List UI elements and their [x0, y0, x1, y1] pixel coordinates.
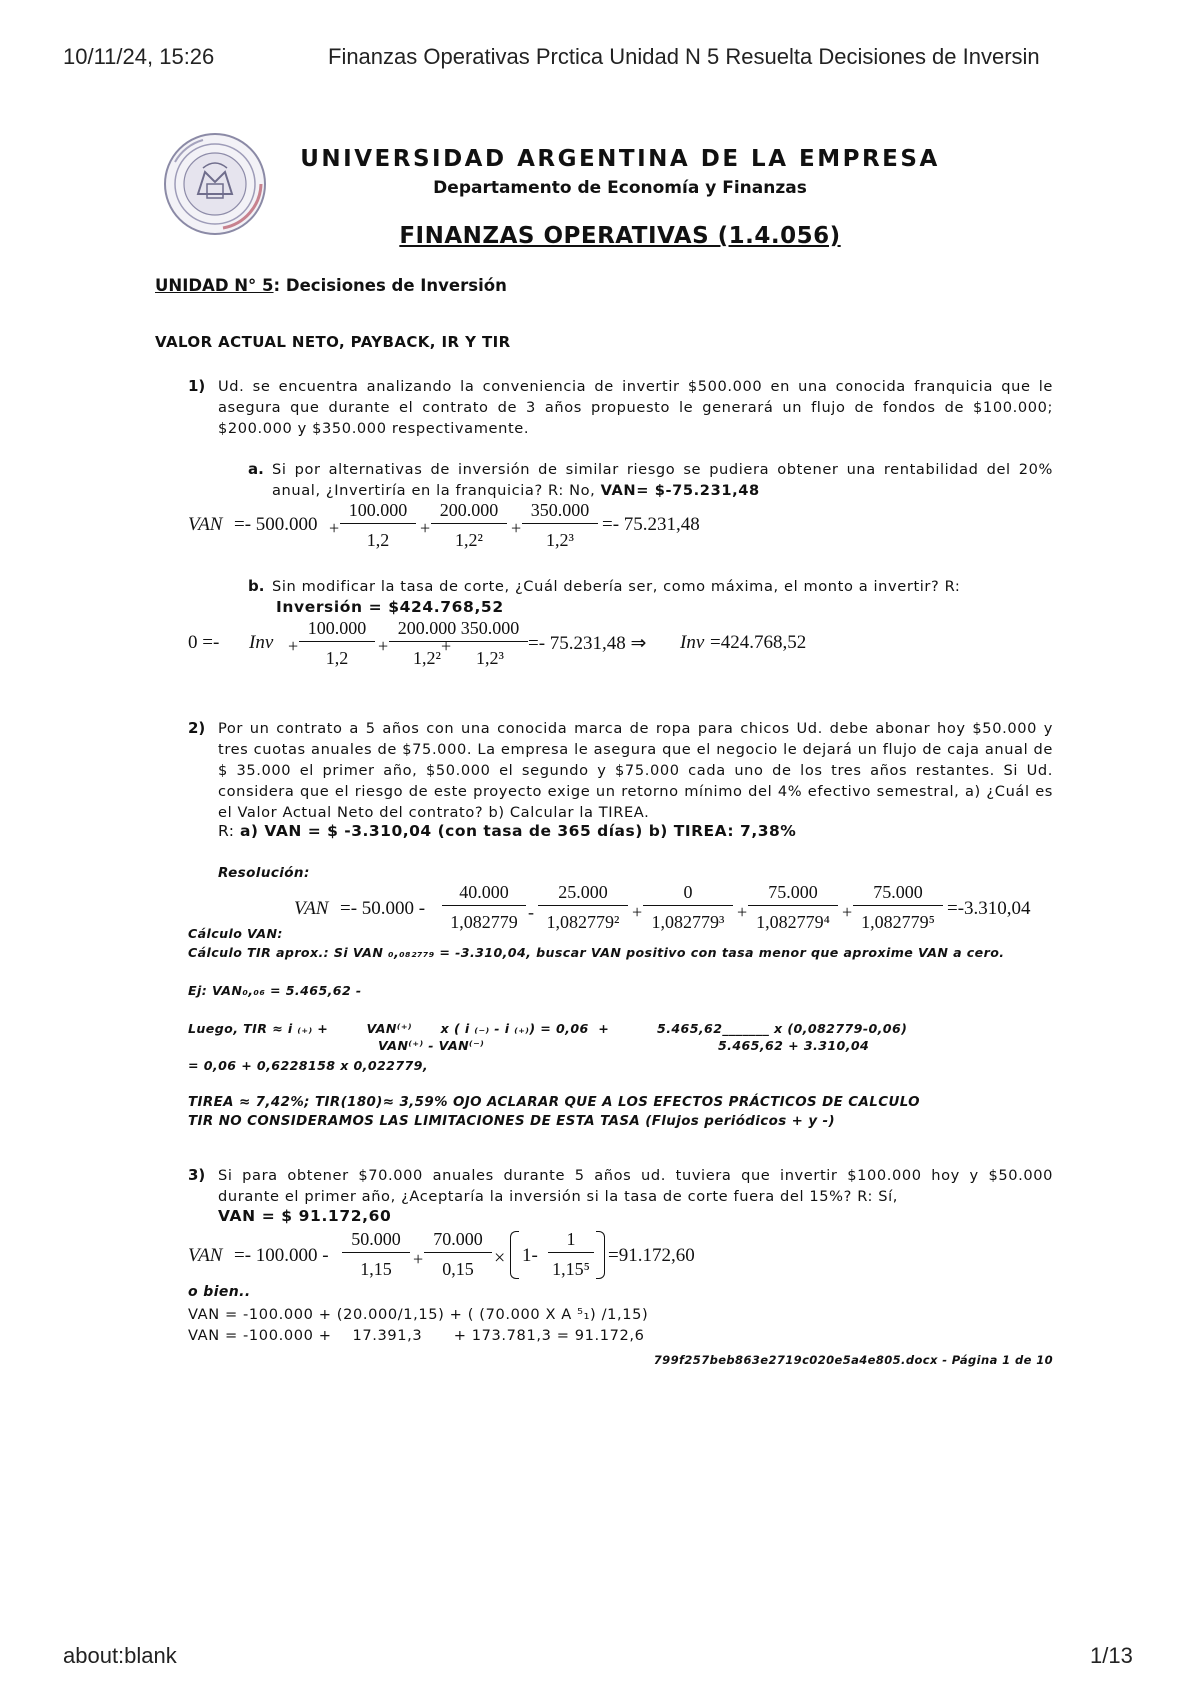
problem-1-number: 1): [188, 377, 206, 395]
document-footer-note: 799f257beb863e2719c020e5a4e805.docx - Página 1 de 10: [653, 1353, 1053, 1367]
eq3-start: =- 50.000 -: [340, 898, 426, 919]
problem-2-number: 2): [188, 719, 206, 737]
eq3-op1: -: [528, 902, 534, 922]
problem-1a-question: Si por alternativas de inversión de similar riesgo se pudiera obtener una rentabilidad del 20% anual, ¿Invertiría en la franquicia? R: No,: [272, 461, 1053, 499]
problem-3-answer: VAN = $ 91.172,60: [218, 1207, 392, 1225]
eq4-times: ×: [494, 1247, 506, 1269]
eq1-start: =- 500.000: [234, 514, 318, 535]
print-url: about:blank: [63, 1643, 177, 1668]
eq3-f5-num: 75.000: [853, 882, 943, 906]
unit-heading: [155, 276, 507, 295]
eq3-f2-num: 25.000: [538, 882, 628, 906]
eq3-f1-den: 1,082779: [450, 912, 518, 932]
eq4-fraction-3: [548, 1229, 594, 1280]
eq1-f1-den: 1,2: [366, 530, 390, 550]
eq3-fraction-1: [442, 882, 526, 933]
eq4-f1-num: 50.000: [342, 1229, 410, 1253]
section-title: VALOR ACTUAL NETO, PAYBACK, IR Y TIR: [155, 333, 511, 351]
eq3-op2: +: [632, 902, 643, 922]
eq1-lhs: VAN: [188, 514, 223, 535]
eq1-f3-den: 1,2³: [546, 530, 574, 550]
tir-interpolation-denominator-2: 5.465,62 + 3.310,04: [718, 1038, 870, 1053]
eq1-result: =- 75.231,48: [602, 514, 700, 535]
eq4-result: =91.172,60: [608, 1245, 695, 1266]
problem-2-answer-prefix: R:: [218, 822, 240, 840]
eq4-left-paren: [510, 1231, 519, 1279]
tir-interpolation-line: Luego, TIR ≈ i ₍₊₎ + VAN⁽⁺⁾ x ( i ₍₋₎ - i ₍₊₎) = 0,06 + 5.465,62_______ x (0,082779-0,06): [188, 1021, 908, 1036]
eq3-f4-den: 1,082779⁴: [756, 912, 830, 932]
eq1-fraction-3: [522, 500, 598, 551]
eq1-plus1: +: [329, 518, 340, 538]
calc-example: Ej: VAN₀,₀₆ = 5.465,62 -: [188, 983, 362, 998]
eq2-f3-num: 350.000: [452, 618, 528, 642]
eq1-fraction-1: [340, 500, 416, 551]
eq3-op3: +: [737, 902, 748, 922]
eq3-fraction-5: [853, 882, 943, 933]
eq2-plus2: +: [378, 636, 389, 656]
eq3-fraction-3: [643, 882, 733, 933]
eq3-fraction-2: [538, 882, 628, 933]
eq3-fraction-4: [748, 882, 838, 933]
problem-1a-label: a.: [248, 460, 264, 478]
eq2-f1-num: 100.000: [299, 618, 375, 642]
eq3-f3-den: 1,082779³: [651, 912, 725, 932]
calc-van-label: Cálculo VAN:: [188, 926, 283, 941]
eq4-fraction-1: [342, 1229, 410, 1280]
unit-label: UNIDAD N° 5: [155, 276, 274, 295]
eq2-plus3: +: [441, 636, 452, 656]
eq2-f2-num: 200.000: [389, 618, 465, 642]
eq2-f3-den: 1,2³: [476, 648, 504, 668]
problem-2-answer: a) VAN = $ -3.310,04 (con tasa de 365 días) b) TIREA: 7,38%: [239, 822, 797, 840]
eq2-result: =424.768,52: [710, 632, 807, 653]
eq1-f3-num: 350.000: [522, 500, 598, 524]
eq3-result: =-3.310,04: [947, 898, 1031, 919]
tirea-note-line-2: TIR NO CONSIDERAMOS LAS LIMITACIONES DE ESTA TASA (Flujos periódicos + y -): [188, 1114, 835, 1129]
tirea-note-line-1: TIREA ≈ 7,42%; TIR(180)≈ 3,59% OJO ACLARAR QUE A LOS EFECTOS PRÁCTICOS DE CALCULO: [188, 1095, 920, 1110]
tir-interpolation-denominator: VAN⁽⁺⁾ - VAN⁽⁻⁾: [378, 1038, 485, 1053]
eq2-mid: =- 75.231,48 ⇒: [528, 633, 647, 654]
eq1-f2-num: 200.000: [431, 500, 507, 524]
eq2-fraction-1: [299, 618, 375, 669]
eq3-lhs: VAN: [294, 898, 329, 919]
eq3-f1-num: 40.000: [442, 882, 526, 906]
problem-3-number: 3): [188, 1166, 206, 1184]
eq1-f1-num: 100.000: [340, 500, 416, 524]
eq1-plus2: +: [420, 518, 431, 538]
eq2-f1-den: 1,2: [325, 648, 349, 668]
eq1-f2-den: 1,2²: [455, 530, 483, 550]
resolution-label: Resolución:: [218, 865, 310, 881]
eq3-f5-den: 1,082779⁵: [861, 912, 935, 932]
eq3-f3-num: 0: [643, 882, 733, 906]
eq4-right-paren: [596, 1231, 605, 1279]
print-title: Finanzas Operativas Prctica Unidad N 5 Resuelta Decisiones de Inversin: [328, 44, 1040, 69]
problem-1b-label: b.: [248, 577, 265, 595]
eq1-fraction-2: [431, 500, 507, 551]
eq2-lhs: 0 =-: [188, 632, 220, 653]
calc-tir-text: Cálculo TIR aprox.: Si VAN ₀,₀₈₂₇₇₉ = -3.310,04, buscar VAN positivo con tasa menor que aproxime VAN a cero.: [188, 945, 1005, 960]
problem-1a-answer: VAN= $-75.231,48: [600, 482, 760, 499]
eq2-plus1: +: [288, 636, 299, 656]
problem-3-alt-line-2: VAN = -100.000 + 17.391,3 + 173.781,3 = 91.172,6: [188, 1327, 645, 1344]
unit-colon: :: [273, 276, 281, 295]
eq2-fraction-3: [452, 618, 528, 669]
eq4-f3-num: 1: [548, 1229, 594, 1253]
o-bien-label: o bien..: [188, 1284, 251, 1300]
tir-result-line: = 0,06 + 0,6228158 x 0,022779,: [188, 1058, 429, 1073]
problem-1b-text: Sin modificar la tasa de corte, ¿Cuál debería ser, como máxima, el monto a invertir? R:: [272, 578, 961, 595]
eq4-f2-den: 0,15: [442, 1259, 474, 1279]
eq4-f1-den: 1,15: [360, 1259, 392, 1279]
eq4-paren-text: 1-: [522, 1245, 538, 1266]
problem-3-alt-line-1: VAN = -100.000 + (20.000/1,15) + ( (70.000 X A ⁵₁) /1,15): [188, 1306, 649, 1323]
eq4-lhs: VAN: [188, 1245, 223, 1266]
problem-1-text: Ud. se encuentra analizando la conveniencia de invertir $500.000 en una conocida franquicia que le asegura que durante el contrato de 3 años propuesto le generará un flujo de fondos de $100.000; $200.000 y $350.000 respectivamente.: [218, 378, 1053, 437]
problem-3-text: Si para obtener $70.000 anuales durante 5 años ud. tuviera que invertir $100.000 hoy y $50.000 durante el primer año, ¿Aceptaría la inversión si la tasa de corte fuera del 15%? R: Sí,: [218, 1167, 1053, 1205]
eq2-f2-den: 1,2²: [413, 648, 441, 668]
department-name: Departamento de Economía y Finanzas: [433, 178, 807, 198]
eq3-f4-num: 75.000: [748, 882, 838, 906]
eq4-fraction-2: [424, 1229, 492, 1280]
eq3-f2-den: 1,082779²: [546, 912, 620, 932]
eq2-inv2: Inv: [680, 632, 705, 653]
print-datetime: 10/11/24, 15:26: [63, 44, 215, 69]
problem-1a-text: [272, 459, 1053, 501]
university-name: UNIVERSIDAD ARGENTINA DE LA EMPRESA: [300, 146, 940, 172]
problem-2-text: Por un contrato a 5 años con una conocida marca de ropa para chicos Ud. debe abonar hoy $50.000 y tres cuotas anuales de $75.000. La empresa le asegura que el negocio le dejará un flujo de caja anual de $ 35.000 el primer año, $50.000 el segundo y $75.000 cada uno de los tres años restantes. Si Ud. considera que el riesgo de este proyecto exige un retorno mínimo del 4% efectivo semestral, a) ¿Cuál es el Valor Actual Neto del contrato? b) Calcular la TIREA.: [218, 720, 1053, 821]
course-title: FINANZAS OPERATIVAS (1.4.056): [399, 223, 841, 249]
print-page-number: 1/13: [1090, 1643, 1133, 1668]
eq4-f3-den: 1,15⁵: [552, 1259, 590, 1279]
eq4-op1: +: [413, 1249, 424, 1269]
problem-2-answer-line: [218, 822, 796, 840]
eq4-start: =- 100.000 -: [234, 1245, 329, 1266]
eq2-inv: Inv: [249, 632, 274, 653]
eq3-op4: +: [842, 902, 853, 922]
unit-title: Decisiones de Inversión: [280, 276, 507, 295]
eq1-plus3: +: [511, 518, 522, 538]
problem-1b-answer: Inversión = $424.768,52: [276, 598, 504, 616]
eq4-f2-num: 70.000: [424, 1229, 492, 1253]
